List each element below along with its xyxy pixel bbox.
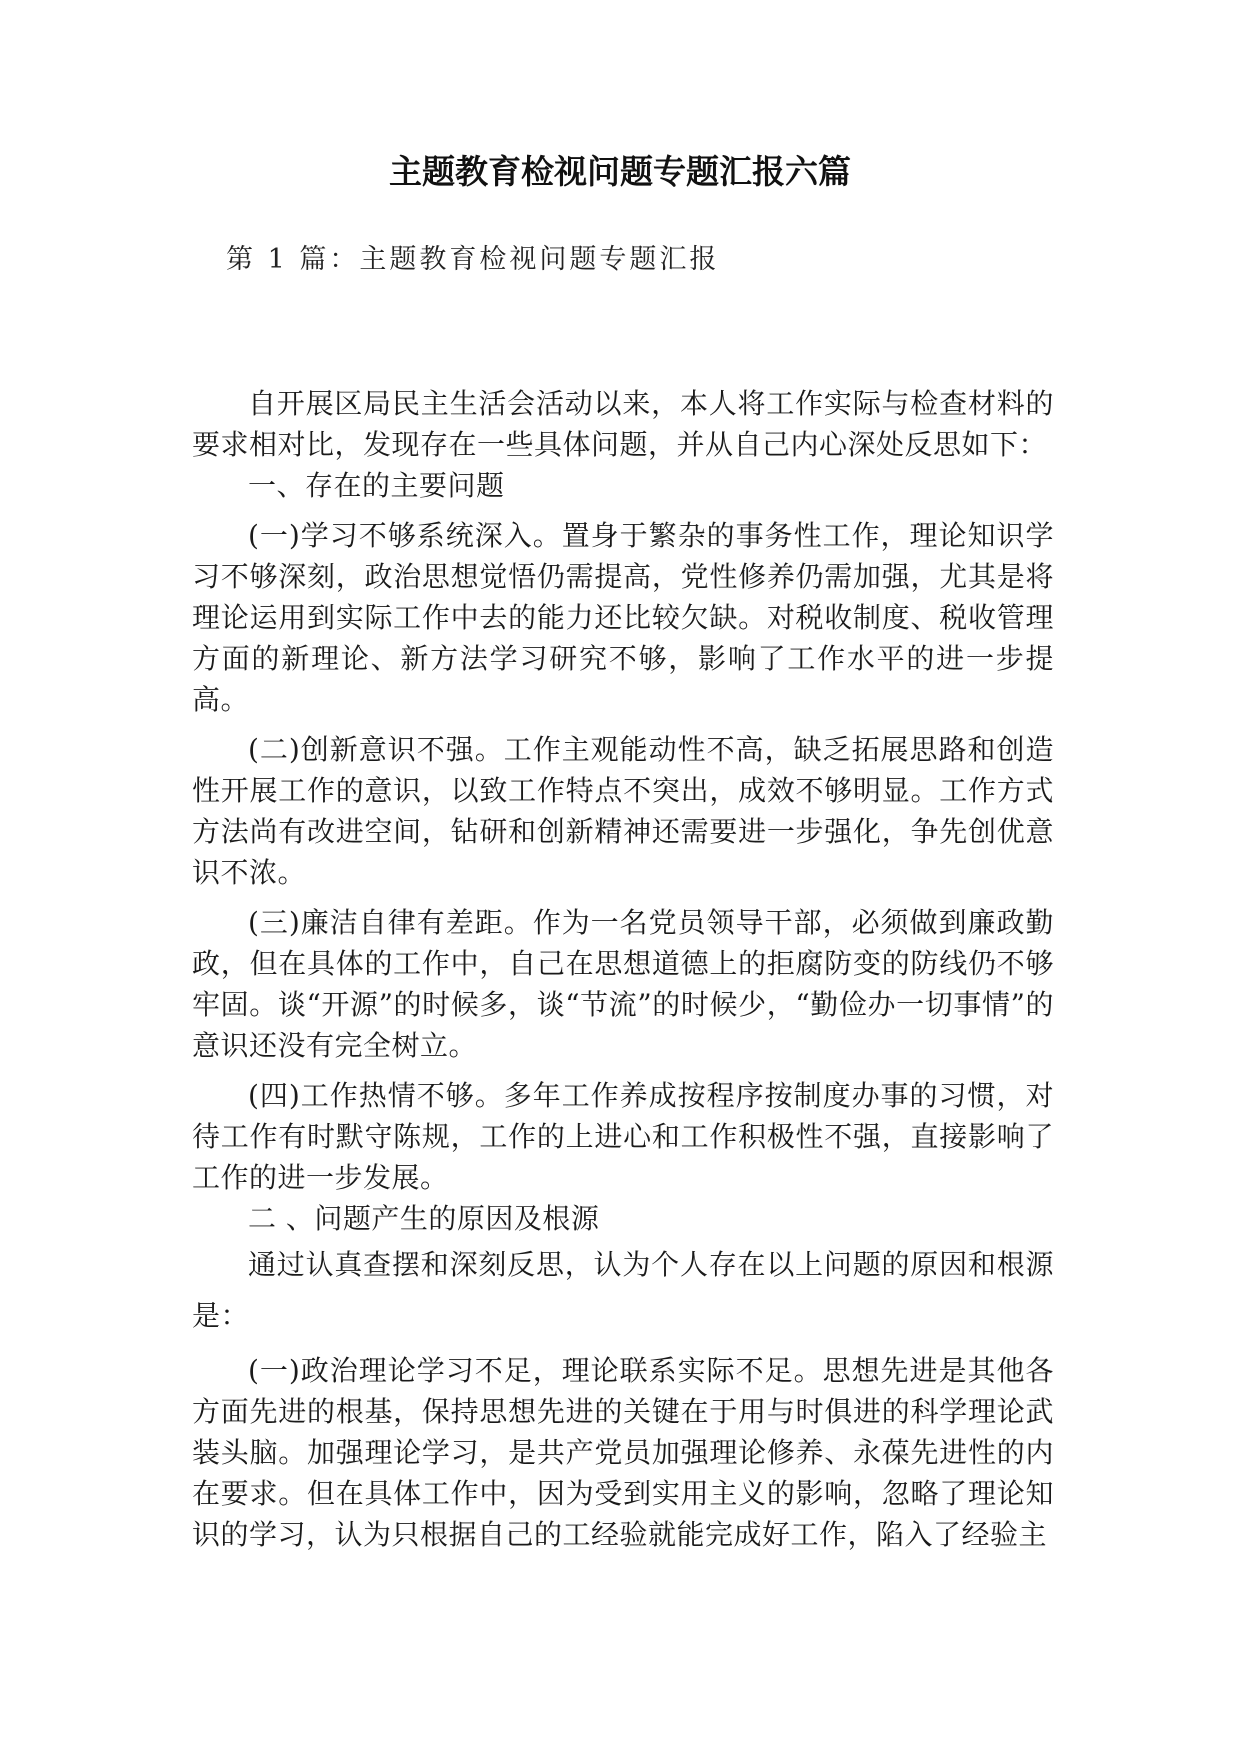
paragraph-item-2: (二)创新意识不强。工作主观能动性不高，缺乏拓展思路和创造性开展工作的意识，以致工作特点不突出，成效不够明显。工作方式方法尚有改进空间，钻研和创新精神还需要进一步强化，争先创优意识不浓。 — [192, 733, 1054, 889]
paragraph-item-1: (一)学习不够系统深入。置身于繁杂的事务性工作，理论知识学习不够深刻，政治思想觉悟仍需提高，党性修养仍需加强，尤其是将理论运用到实际工作中去的能力还比较欠缺。对税收制度、税收管理方面的新理论、新方法学习研究不够，影响了工作水平的进一步提高。 — [192, 519, 1054, 716]
paragraph-cause-1: (一)政治理论学习不足，理论联系实际不足。思想先进是其他各方面先进的根基，保持思想先进的关键在于用与时俱进的科学理论武装头脑。加强理论学习，是共产党员加强理论修养、永葆先进性的内在要求。但在具体工作中，因为受到实用主义的影响，忽略了理论知识的学习，认为只根据自己的工经验就能完成好工作，陷入了经验主 — [192, 1354, 1054, 1551]
paragraph-cause-intro: 通过认真查摆和深刻反思，认为个人存在以上问题的原因和根源是： — [192, 1248, 1054, 1332]
document-title: 主题教育检视问题专题汇报六篇 — [389, 152, 851, 191]
document-subtitle: 第 1 篇：主题教育检视问题专题汇报 — [226, 244, 720, 275]
section-heading-1: 一、存在的主要问题 — [248, 469, 505, 502]
paragraph-item-4: (四)工作热情不够。多年工作养成按程序按制度办事的习惯，对待工作有时默守陈规，工作的上进心和工作积极性不强，直接影响了工作的进一步发展。 — [192, 1079, 1054, 1194]
document-body — [192, 383, 1054, 1555]
section-heading-2: 二 、问题产生的原因及根源 — [248, 1202, 600, 1235]
paragraph-intro: 自开展区局民主生活会活动以来，本人将工作实际与检查材料的要求相对比，发现存在一些具体问题，并从自己内心深处反思如下： — [192, 387, 1054, 461]
paragraph-item-3: (三)廉洁自律有差距。作为一名党员领导干部，必须做到廉政勤政，但在具体的工作中，自己在思想道德上的拒腐防变的防线仍不够牢固。谈“开源”的时候多，谈“节流”的时候少，“勤俭办一切事情”的意识还没有完全树立。 — [192, 906, 1054, 1062]
